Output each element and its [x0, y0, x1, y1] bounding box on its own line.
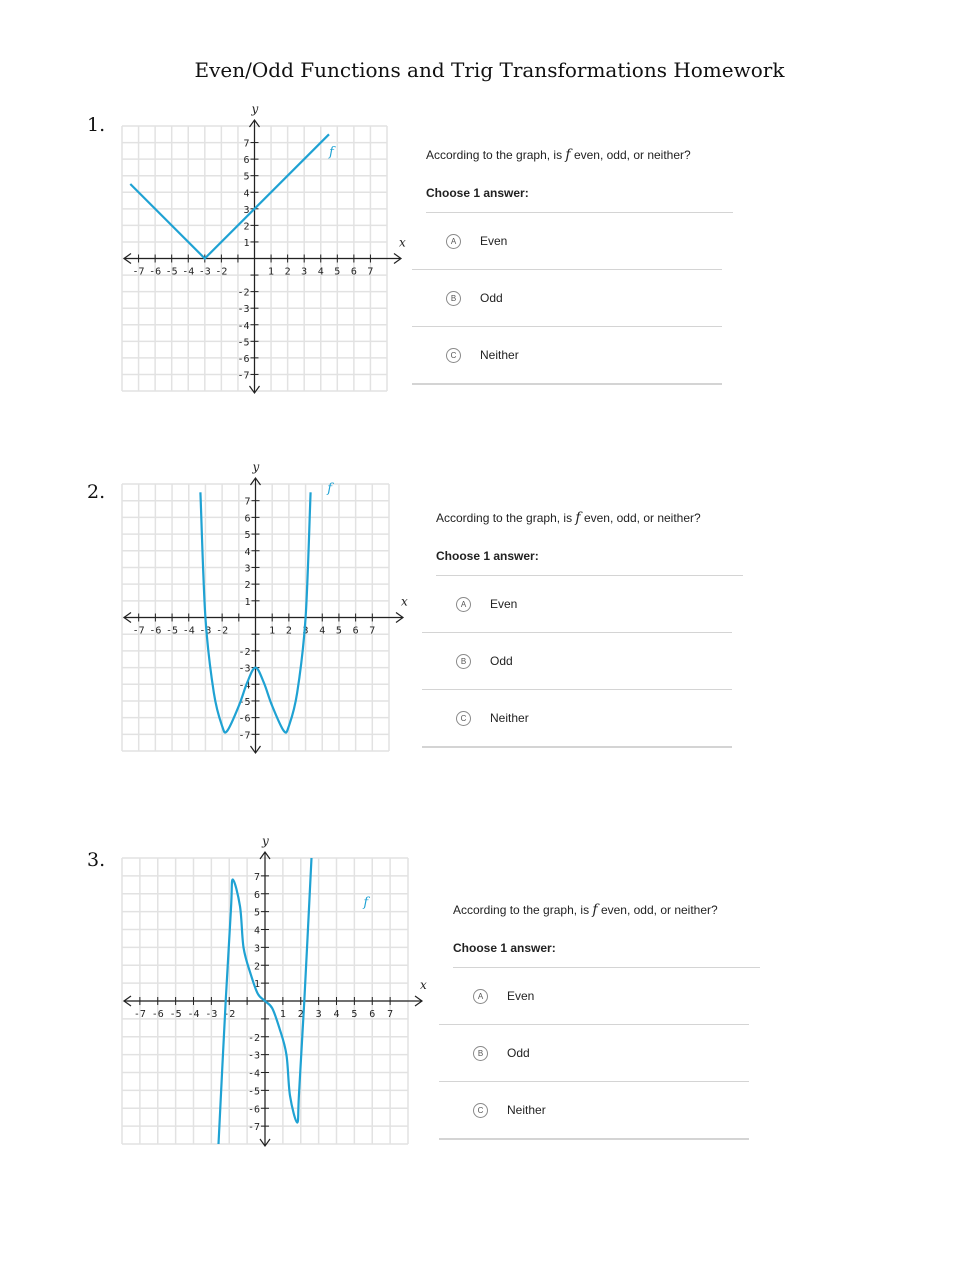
option-c-neither[interactable]: [412, 327, 722, 383]
function-label: f: [363, 895, 369, 911]
page-title: Even/Odd Functions and Trig Transformations Homework: [194, 58, 785, 82]
y-tick-label: -5: [237, 337, 250, 349]
option-c-neither[interactable]: [439, 1082, 749, 1138]
x-tick-label: 5: [335, 625, 342, 637]
y-tick-label: -7: [247, 1122, 260, 1134]
question-prompt: [412, 147, 722, 163]
y-tick-label: -6: [237, 353, 250, 365]
x-axis-label: x: [401, 594, 408, 609]
option-label: Odd: [507, 1046, 530, 1060]
option-letter-icon: B: [446, 291, 461, 306]
x-tick-label: -3: [198, 266, 211, 278]
x-tick-label: -5: [166, 625, 179, 637]
option-a-even[interactable]: [412, 213, 722, 269]
x-tick-label: 7: [387, 1009, 394, 1020]
y-tick-label: 5: [253, 907, 260, 919]
y-tick-label: -6: [247, 1104, 260, 1116]
option-label: Odd: [480, 291, 503, 305]
prompt-function: f: [565, 147, 571, 163]
y-tick-label: -7: [237, 370, 250, 382]
y-tick-label: -3: [238, 663, 251, 675]
choose-label: Choose 1 answer:: [426, 186, 529, 200]
option-label: Even: [490, 597, 518, 611]
y-tick-label: 3: [243, 204, 250, 216]
x-tick-label: -3: [199, 625, 212, 637]
question-number: 2.: [87, 481, 106, 503]
question-prompt: [422, 510, 732, 526]
y-tick-label: 7: [244, 496, 251, 508]
y-tick-label: -5: [238, 696, 251, 708]
choose-label: Choose 1 answer:: [436, 549, 539, 563]
x-tick-label: 4: [319, 625, 326, 637]
question-panel: [412, 147, 722, 385]
option-label: Even: [507, 989, 535, 1003]
y-tick-label: -5: [247, 1086, 260, 1098]
x-tick-label: 6: [369, 1009, 376, 1020]
x-tick-label: 6: [352, 625, 359, 637]
option-letter-icon: A: [456, 597, 471, 612]
x-tick-label: -2: [223, 1009, 236, 1020]
y-tick-label: 2: [244, 580, 251, 592]
x-tick-label: -3: [205, 1009, 218, 1020]
y-tick-label: -6: [238, 713, 251, 725]
option-b-odd[interactable]: [422, 633, 732, 689]
x-tick-label: 5: [351, 1009, 358, 1020]
option-label: Odd: [490, 654, 513, 668]
y-tick-label: 4: [253, 925, 260, 937]
x-tick-label: 3: [302, 625, 309, 637]
x-tick-label: 2: [297, 1009, 304, 1020]
y-tick-label: 1: [243, 237, 250, 249]
y-tick-label: 6: [243, 155, 250, 167]
function-curve: [130, 134, 329, 258]
function-label: f: [329, 144, 334, 160]
y-tick-label: 6: [253, 889, 260, 901]
x-tick-label: -2: [215, 266, 228, 278]
graph-1: [122, 102, 406, 391]
y-tick-label: 3: [253, 943, 260, 955]
option-letter-icon: A: [446, 234, 461, 249]
prompt-text-end: even, odd, or neither?: [580, 511, 701, 525]
x-tick-label: -4: [182, 266, 195, 278]
prompt-text: According to the graph, is: [436, 511, 576, 525]
option-letter-icon: C: [456, 711, 471, 726]
option-letter-icon: B: [473, 1046, 488, 1061]
choose-label: Choose 1 answer:: [453, 941, 556, 955]
y-tick-label: 5: [243, 171, 250, 183]
x-tick-label: 2: [284, 266, 291, 278]
y-tick-label: -4: [247, 1068, 260, 1080]
graph-1-svg: [122, 102, 406, 391]
y-axis-label: y: [251, 102, 259, 116]
option-b-odd[interactable]: [412, 270, 722, 326]
x-tick-label: 3: [315, 1009, 322, 1020]
y-tick-label: 4: [243, 188, 250, 200]
x-tick-label: -6: [149, 625, 162, 637]
y-axis-label: y: [252, 460, 260, 474]
y-tick-label: -2: [238, 646, 251, 658]
y-tick-label: 5: [244, 530, 251, 542]
option-b-odd[interactable]: [439, 1025, 749, 1081]
y-tick-label: -4: [238, 680, 251, 692]
y-tick-label: 2: [253, 961, 260, 973]
x-tick-label: -5: [165, 266, 178, 278]
prompt-text-end: even, odd, or neither?: [597, 903, 718, 917]
prompt-text: According to the graph, is: [426, 148, 566, 162]
x-tick-label: 2: [285, 625, 292, 637]
x-tick-label: 1: [279, 1009, 286, 1020]
divider: [439, 1138, 749, 1140]
x-tick-label: 1: [269, 625, 276, 637]
option-label: Neither: [490, 711, 529, 725]
x-axis-label: x: [399, 235, 406, 250]
x-tick-label: 5: [334, 266, 341, 278]
x-tick-label: -7: [133, 1009, 146, 1020]
divider: [422, 746, 732, 748]
y-tick-label: -2: [237, 287, 250, 299]
y-tick-label: -3: [237, 304, 250, 316]
x-tick-label: 4: [333, 1009, 340, 1020]
prompt-function: f: [575, 510, 581, 526]
question-panel: [439, 902, 749, 1140]
x-tick-label: -4: [187, 1009, 200, 1020]
x-tick-label: -6: [151, 1009, 164, 1020]
divider: [412, 383, 722, 385]
option-letter-icon: C: [446, 348, 461, 363]
option-label: Neither: [507, 1103, 546, 1117]
x-tick-label: 4: [317, 266, 324, 278]
x-tick-label: -2: [216, 625, 229, 637]
x-tick-label: 7: [367, 266, 374, 278]
x-tick-label: 6: [350, 266, 357, 278]
option-label: Even: [480, 234, 508, 248]
y-tick-label: 1: [244, 596, 251, 608]
option-label: Neither: [480, 348, 519, 362]
y-tick-label: -7: [238, 730, 251, 742]
prompt-text-end: even, odd, or neither?: [570, 148, 691, 162]
question-prompt: [439, 902, 749, 918]
graph-3: [122, 834, 427, 1144]
y-tick-label: 4: [244, 546, 251, 558]
x-tick-label: -7: [132, 625, 145, 637]
x-tick-label: 1: [268, 266, 275, 278]
prompt-function: f: [592, 902, 598, 918]
x-tick-label: -5: [169, 1009, 182, 1020]
question-number: 1.: [87, 114, 106, 136]
y-tick-label: 6: [244, 513, 251, 525]
y-tick-label: 7: [243, 138, 250, 150]
y-tick-label: 3: [244, 563, 251, 575]
option-a-even[interactable]: [422, 576, 732, 632]
y-tick-label: -2: [247, 1032, 260, 1044]
option-letter-icon: A: [473, 989, 488, 1004]
option-c-neither[interactable]: [422, 690, 732, 746]
y-tick-label: 2: [243, 221, 250, 233]
x-tick-label: -7: [132, 266, 145, 278]
option-letter-icon: B: [456, 654, 471, 669]
graph-3-svg: [122, 834, 427, 1144]
x-axis-label: x: [420, 978, 427, 992]
x-tick-label: 3: [301, 266, 308, 278]
question-panel: [422, 510, 732, 748]
x-tick-label: -6: [149, 266, 162, 278]
prompt-text: According to the graph, is: [453, 903, 593, 917]
function-label: f: [327, 481, 333, 497]
graph-2: [122, 460, 408, 751]
y-tick-label: 1: [253, 979, 260, 991]
y-tick-label: -4: [237, 320, 250, 332]
option-a-even[interactable]: [439, 968, 749, 1024]
x-tick-label: -4: [182, 625, 195, 637]
graph-2-svg: [122, 460, 408, 751]
y-axis-label: y: [262, 834, 269, 848]
option-letter-icon: C: [473, 1103, 488, 1118]
y-tick-label: 7: [253, 871, 260, 883]
x-tick-label: 7: [369, 625, 376, 637]
y-tick-label: -3: [247, 1050, 260, 1062]
question-number: 3.: [87, 849, 106, 871]
